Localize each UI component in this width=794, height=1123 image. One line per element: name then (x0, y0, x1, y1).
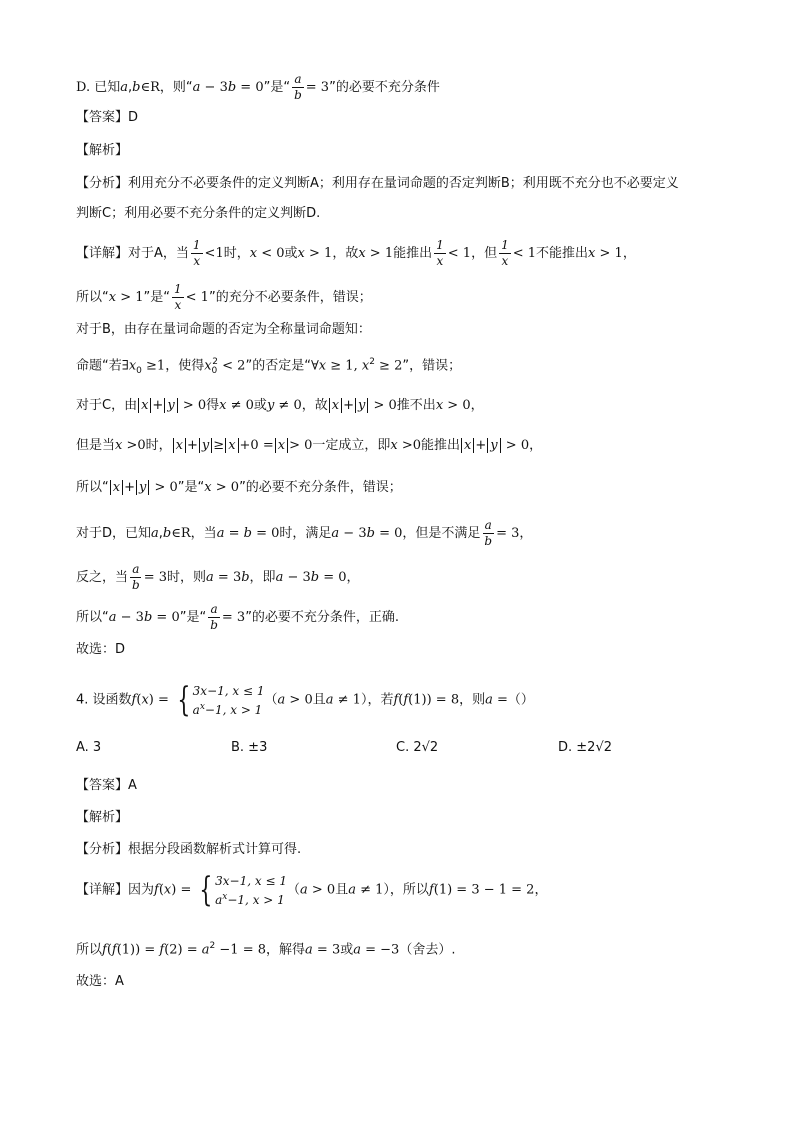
option-b[interactable]: B. ±3 (231, 740, 268, 755)
detail-1-b: 所以“x > 1”是“ $\frac{1}{x}$ < 1”的充分不必要条件，错误； (76, 282, 372, 312)
detail-1-a: 【详解】对于A，当 $\frac{1}{x}$ <1时，x < 0或x > 1，故x > 1能推出 $\frac{1}{x}$ < 1，但 $\frac{1}{x}$ < 1不能推出x > 1， (76, 238, 636, 268)
analysis-label-2: 【解析】 (76, 810, 129, 825)
detail-c-1: 对于C，由 x + y > 0得x ≠ 0或y ≠ 0，故 x + y > 0推不出x > 0， (76, 398, 484, 413)
detail-2-a: 【详解】因为f(x) = { 3x−1, x ≤ 1 $a^x-1$, x > 1 （a > 0且a ≠ 1），所以f(1) = 3 − 1 = 2， (76, 870, 548, 910)
detail-c-2: 但是当x >0时， x + y ≥ x +0 = x > 0一定成立，即x >0能推出 x + y > 0， (76, 438, 543, 453)
answer-label-2: 【答案】A (76, 778, 137, 793)
detail-d-2: 反之，当 $\frac{a}{b}$ = 3时，则a = 3b，即a − 3b = 0， (76, 562, 360, 592)
detail-c-3: 所以“ x + y > 0”是“x > 0”的必要不充分条件，错误； (76, 480, 402, 495)
detail-b-intro: 对于B，由存在量词命题的否定为全称量词命题知： (76, 322, 371, 337)
detail-d-1: 对于D，已知a,b∈R，当a = b = 0时，满足a − 3b = 0，但是不满足 $\frac{a}{b}$ = 3， (76, 518, 533, 548)
detail-2-b: 所以$f(f(1)) = f(2) = a^2 -1 = 8$，解得a = 3或a = −3（舍去）. (76, 941, 456, 958)
option-a[interactable]: A. 3 (76, 740, 102, 755)
option-d[interactable]: D. ±2√2 (558, 740, 612, 755)
answer-label-1: 【答案】D (76, 110, 139, 125)
fenxi-1: 【分析】利用充分不必要条件的定义判断A；利用存在量词命题的否定判断B；利用既不充分也不必要定义 (76, 176, 679, 191)
choose-2: 故选：A (76, 974, 124, 989)
analysis-label-1: 【解析】 (76, 143, 129, 158)
fenxi-2: 【分析】根据分段函数解析式计算可得. (76, 842, 302, 857)
option-c[interactable]: C. 2√2 (396, 740, 439, 755)
choose-1: 故选：D (76, 642, 126, 657)
detail-d-3: 所以“a − 3b = 0”是“ $\frac{a}{b}$ = 3”的必要不充分条件，正确. (76, 602, 400, 632)
detail-b: 命题“若$\exists x_0 \ge 1$，使得$x_0^2 < 2$”的否定是“∀x ≥ 1, $x^2 \ge 2$”，错误； (76, 357, 462, 376)
fenxi-1-cont: 判断C；利用必要不充分条件的定义判断D. (76, 206, 321, 221)
option-d-statement: D. 已知a,b∈R，则“a − 3b = 0”是“ $\frac{a}{b}$ = 3”的必要不充分条件 (76, 72, 440, 102)
question-4: 4. 设函数f(x) = { 3x−1, x ≤ 1 $a^x-1$, x > 1 （a > 0且a ≠ 1），若f(f(1)) = 8，则a =（） (76, 680, 534, 720)
